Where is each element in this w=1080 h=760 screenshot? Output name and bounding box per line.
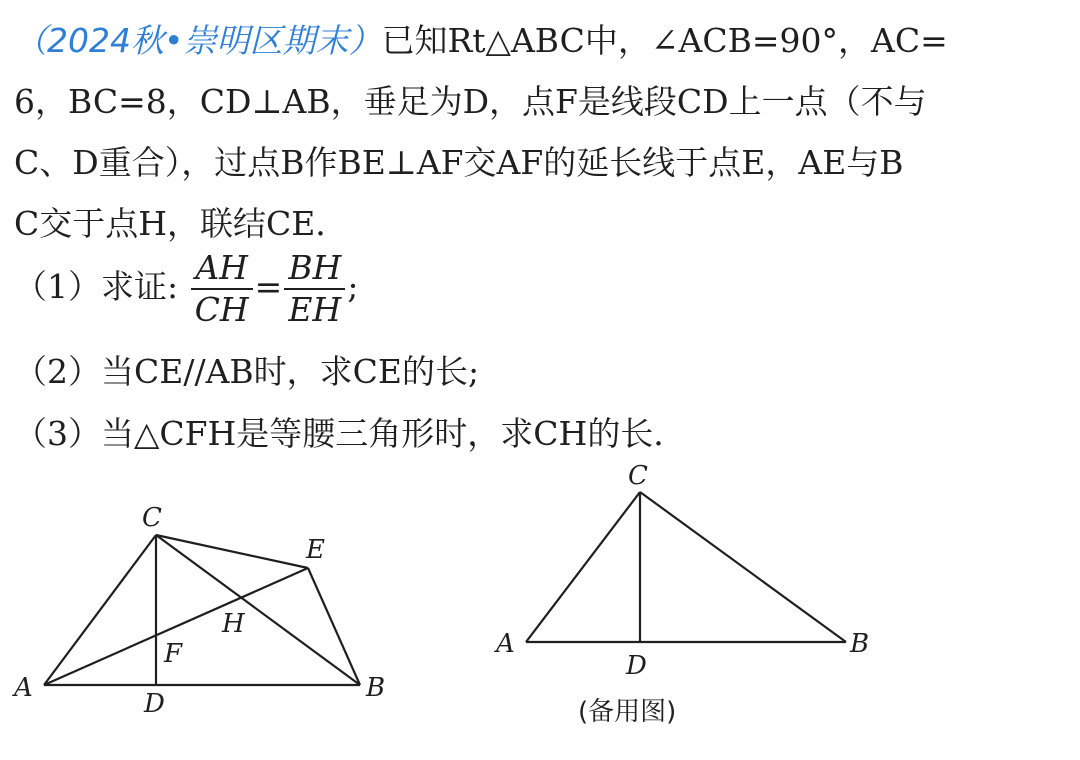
- q1-suffix: ;: [347, 267, 359, 306]
- label-c: C: [142, 503, 162, 533]
- q1-prefix: （1）求证:: [14, 267, 179, 306]
- fraction-bh-eh: [284, 248, 345, 330]
- figure-backup: [526, 492, 846, 642]
- fraction-ah-ch: [191, 248, 253, 330]
- fraction-denominator: EH: [288, 290, 342, 329]
- problem-source: （2024秋•崇明区期末）: [14, 21, 382, 60]
- geometry-figures: [0, 460, 1080, 760]
- label-h: H: [222, 609, 245, 639]
- fraction-numerator: BH: [284, 248, 345, 290]
- label-e: E: [306, 535, 325, 565]
- subquestion-3: （3）当△CFH是等腰三角形时，求CH的长．: [14, 414, 687, 453]
- q1-equals: =: [254, 267, 283, 306]
- subquestion-2: （2）当CE//AB时，求CE的长;: [14, 352, 480, 391]
- segment-ac: [44, 535, 156, 685]
- label-d-backup: D: [626, 651, 647, 681]
- problem-line-4: C交于点H，联结CE．: [14, 204, 349, 243]
- segment-cb-backup: [640, 492, 846, 642]
- segment-ac-backup: [526, 492, 640, 642]
- label-d: D: [144, 689, 165, 719]
- fraction-numerator: AH: [191, 248, 253, 290]
- problem-line-2: 6，BC=8，CD⊥AB，垂足为D，点F是线段CD上一点（不与: [14, 82, 927, 121]
- subquestion-1: [14, 248, 358, 330]
- segment-eb: [308, 568, 360, 685]
- label-b: B: [366, 673, 386, 703]
- backup-figure-caption: (备用图): [578, 697, 677, 727]
- label-a-backup: A: [496, 629, 515, 659]
- fraction-denominator: CH: [194, 290, 249, 329]
- label-f: F: [164, 639, 183, 669]
- label-c-backup: C: [628, 461, 648, 491]
- problem-line-1: [14, 10, 1064, 71]
- problem-text-1: 已知Rt△ABC中，∠ACB=90°，AC=: [381, 21, 948, 60]
- label-b-backup: B: [850, 629, 870, 659]
- problem-statement: [14, 10, 1064, 254]
- problem-line-3: C、D重合），过点B作BE⊥AF交AF的延长线于点E，AE与B: [14, 143, 904, 182]
- label-a: A: [14, 673, 33, 703]
